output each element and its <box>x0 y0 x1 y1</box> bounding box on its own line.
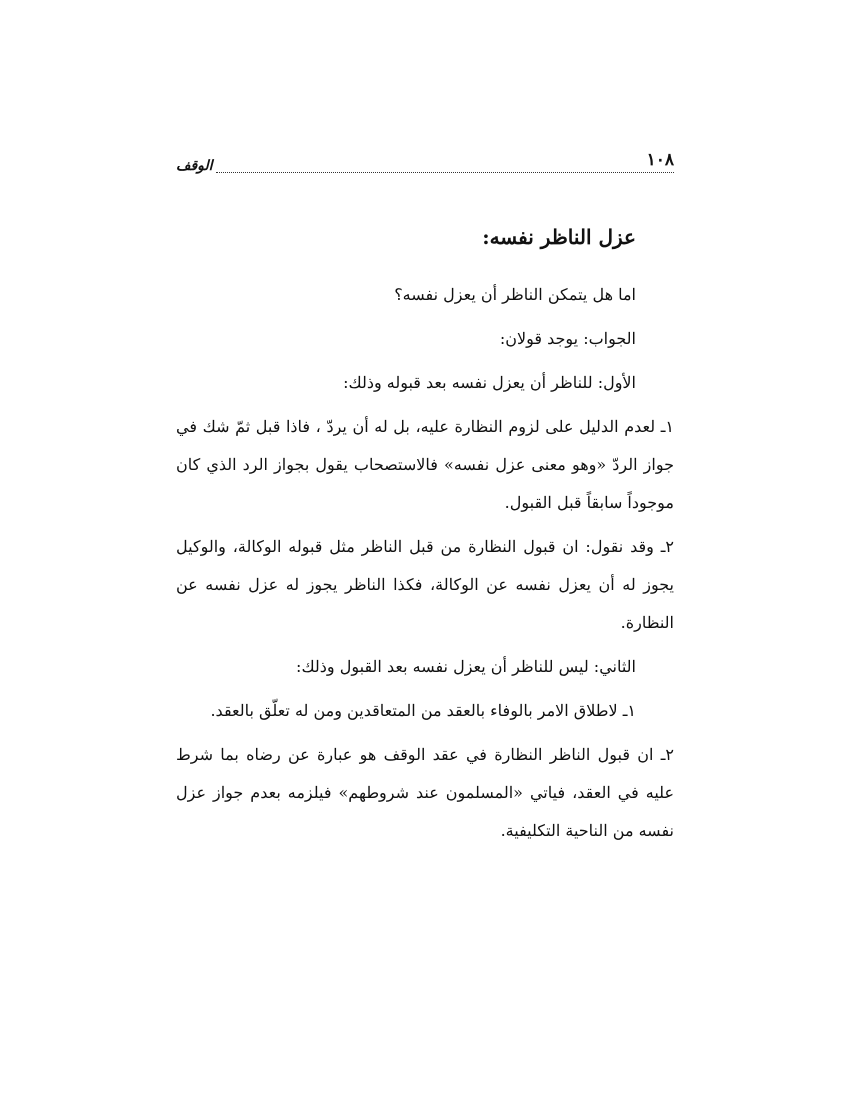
page-body <box>176 220 674 856</box>
paragraph-second-reason-2: ٢ـ ان قبول الناظر النظارة في عقد الوقف هو عبارة عن رضاه بما شرط عليه في العقد، فياتي «المسلمون عند شروطهم» فيلزمه بعدم جواز عزل نفسه من الناحية التكليفية. <box>176 745 674 840</box>
running-title: الوقف <box>176 158 213 174</box>
paragraph-question: اما هل يتمكن الناظر أن يعزل نفسه؟ <box>394 285 636 304</box>
paragraph-answer: الجواب: يوجد قولان: <box>499 329 636 348</box>
paragraph-first-opinion: الأول: للناظر أن يعزل نفسه بعد قبوله وذلك: <box>343 373 636 392</box>
section-title: عزل الناظر نفسه: <box>482 225 636 249</box>
paragraph-second-reason-1: ١ـ لاطلاق الامر بالوفاء بالعقد من المتعاقدين ومن له تعلّق بالعقد. <box>210 701 636 720</box>
page-header <box>176 150 674 180</box>
header-dotted-leader <box>216 172 674 173</box>
paragraph-second-opinion: الثاني: ليس للناظر أن يعزل نفسه بعد القبول وذلك: <box>296 657 636 676</box>
paragraph-first-reason-1: ١ـ لعدم الدليل على لزوم النظارة عليه، بل له أن يردّ ، فاذا قبل ثمّ شك في جواز الردّ «وهو معنى عزل نفسه» فالاستصحاب يقول بجواز الرد الذي كان موجوداً سابقاً قبل القبول. <box>176 417 674 512</box>
paragraph-first-reason-2: ٢ـ وقد نقول: ان قبول النظارة من قبل الناظر مثل قبوله الوكالة، والوكيل يجوز له أن يعزل نفسه عن الوكالة، فكذا الناظر يجوز له عزل نفسه عن النظارة. <box>176 537 675 632</box>
page-number: ١٠٨ <box>646 150 674 170</box>
